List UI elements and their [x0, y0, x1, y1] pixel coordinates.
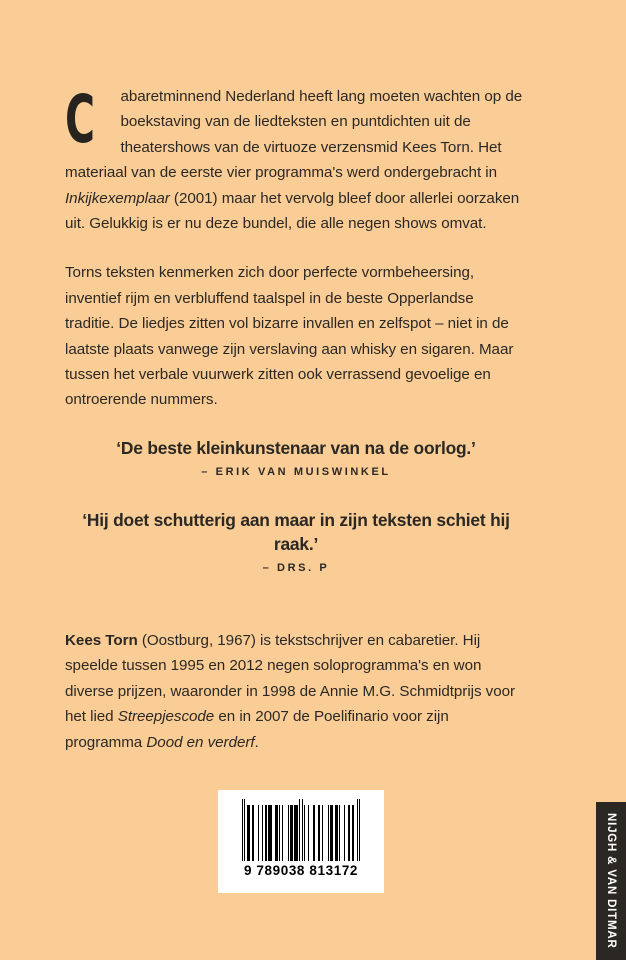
barcode: [218, 790, 384, 893]
quote-block-1: [65, 436, 527, 478]
blurb-book-title-italic: Inkijkexemplaar: [65, 189, 170, 207]
blurb-paragraph-1: [65, 81, 527, 236]
author-bio-segment-1: (Oostburg, 1967) is tekstschrijver en cabaretier. Hij speelde tussen 1995 en 2012 negen soloprogramma's en won diverse prijzen, waaronder in 1998 de Annie M.G. Schmidtprijs voor het lied: [65, 632, 516, 726]
quotes-section: [65, 436, 527, 574]
author-name: Kees Torn: [65, 632, 138, 649]
publisher-name: NIJGH & VAN DITMAR: [605, 813, 617, 949]
barcode-bars: [242, 799, 361, 861]
quote-attribution-2: – DRS. P: [262, 562, 330, 574]
publisher-spine-panel: [596, 802, 626, 960]
author-work-title-1: Streepjescode: [117, 708, 215, 726]
author-bio-section: [65, 628, 527, 779]
blurb-paragraph-2: Torns teksten kenmerken zich door perfecte vormbeheersing, inventief rijm en verbluffend taalspel in de beste Opperlandse traditie. De liedjes zitten vol bizarre invallen en zelfspot – niet in de laatste plaats vanwege zijn verslaving aan whisky en sigaren. Maar tussen het verbale vuurwerk zitten ook verrassend gevoelige en ontroerende nummers.: [65, 264, 514, 409]
blurb-paragraph-1-lead: abaretminnend Nederland heeft lang moeten wachten op de boekstaving van de liedteksten en puntdichten uit de theatershows van de virtuoze verzensmid Kees Torn. Het materiaal van de eerste vier programma's werd ondergebracht in: [65, 88, 523, 182]
author-bio-paragraph: [65, 628, 527, 755]
quote-attribution-1: – ERIK VAN MUISWINKEL: [201, 466, 391, 478]
author-work-title-2: Dood en verderf: [146, 733, 255, 751]
blurb-paragraph-1-tail: (2001) maar het vervolg bleef door allerlei oorzaken uit. Gelukkig is er nu deze bundel, die alle negen shows omvat.: [65, 189, 520, 233]
quote-block-2: [65, 508, 527, 574]
quote-text-1: ‘De beste kleinkunstenaar van na de oorlog.’: [116, 438, 476, 458]
barcode-number: 9 789038 813172: [243, 863, 359, 878]
blurb-section: [65, 81, 527, 437]
author-bio-segment-2: en in 2007 de Poelifinario voor zijn programma: [65, 708, 449, 751]
author-bio-segment-3: .: [254, 733, 259, 751]
quote-text-2: ‘Hij doet schutterig aan maar in zijn teksten schiet hij raak.’: [82, 510, 510, 554]
drop-cap-letter: C: [65, 81, 94, 158]
